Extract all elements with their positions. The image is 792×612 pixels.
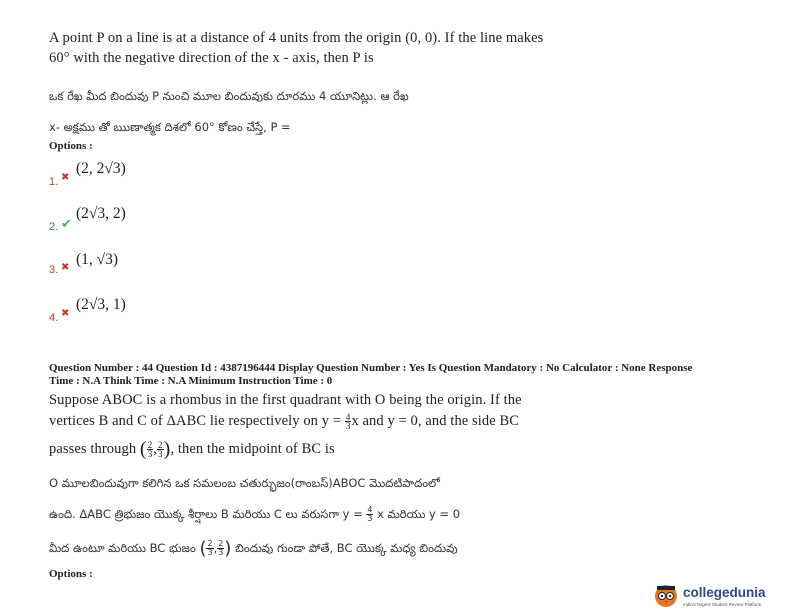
q1-telugu-line1: ఒక రేఖ మీద బిందువు P నుంచి మూల బిందువుకు దూరము 4 యూనిట్లు. ఆ రేఖ xyxy=(49,89,409,103)
option-number: 3. xyxy=(49,264,59,276)
wrong-icon: ✖ xyxy=(61,262,70,273)
q2-english-line3: passes through ( $\frac{2}{3}$ , $\frac{2}{3}$ ), then the midpoint of BC is xyxy=(49,438,335,460)
option-number: 2. xyxy=(49,221,59,233)
option-text: (1, √3) xyxy=(76,251,119,268)
logo-wordmark: collegedunia xyxy=(683,585,766,600)
option-text: (2√3, 2) xyxy=(76,205,126,222)
q1-english-line1: A point P on a line is at a distance of 4 units from the origin (0, 0). If the line makes xyxy=(49,30,544,46)
option-number: 1. xyxy=(49,176,59,188)
q2-telugu-line2: ఉంది. ΔABC త్రిభుజం యొక్క శీర్షాలు B మరియు C లు వరుసగా y = $\frac{4}{3}$ x మరియు y = 0 xyxy=(49,505,461,523)
q2-meta-line2: Time : N.A Think Time : N.A Minimum Instruction Time : 0 xyxy=(49,375,333,387)
wrong-icon: ✖ xyxy=(61,172,70,183)
q1-telugu-line2: x- అక్షము తో ఋణాత్మక దిశలో 60° కోణం చేస్తే, P = xyxy=(49,120,291,134)
option-number: 4. xyxy=(49,312,59,324)
fraction: $\frac{4}{3}$ xyxy=(345,412,351,432)
q1-english-line2: 60° with the negative direction of the x - axis, then P is xyxy=(49,50,374,66)
q2-english-line1: Suppose ABOC is a rhombus in the first quadrant with O being the origin. If the xyxy=(49,392,522,408)
owl-mascot-icon xyxy=(653,582,679,608)
q2-options-label: Options : xyxy=(49,568,93,580)
collegedunia-logo xyxy=(653,582,788,608)
option-text: (2√3, 1) xyxy=(76,296,126,313)
q2-telugu-line1: O మూలబిందువుగా కలిగిన ఒక సమలంబ చతుర్భుజం(రాంబస్)ABOC మొదటిపాదంలో xyxy=(49,476,440,490)
correct-check-icon: ✔ xyxy=(61,217,72,232)
option-text: (2, 2√3) xyxy=(76,160,126,177)
q2-telugu-line3: మీద ఉంటూ మరియు BC భుజం ( $\frac{2}{3}$ , $\frac{2}{3}$ ) బిందువు గుండా పోతే, BC యొక్క మధ్య బిందువు xyxy=(49,538,458,559)
q2-english-line2: vertices B and C of ΔABC lie respectively on y = $\frac{4}{3}$ x and y = 0, and the side BC xyxy=(49,412,520,432)
wrong-icon: ✖ xyxy=(61,308,70,319)
q1-options-label: Options : xyxy=(49,140,93,152)
q2-meta-line1: Question Number : 44 Question Id : 4387196444 Display Question Number : Yes Is Question Mandatory : No Calculator : None Response xyxy=(49,362,693,374)
logo-tagline: India's largest Student Review Platform xyxy=(683,602,762,607)
